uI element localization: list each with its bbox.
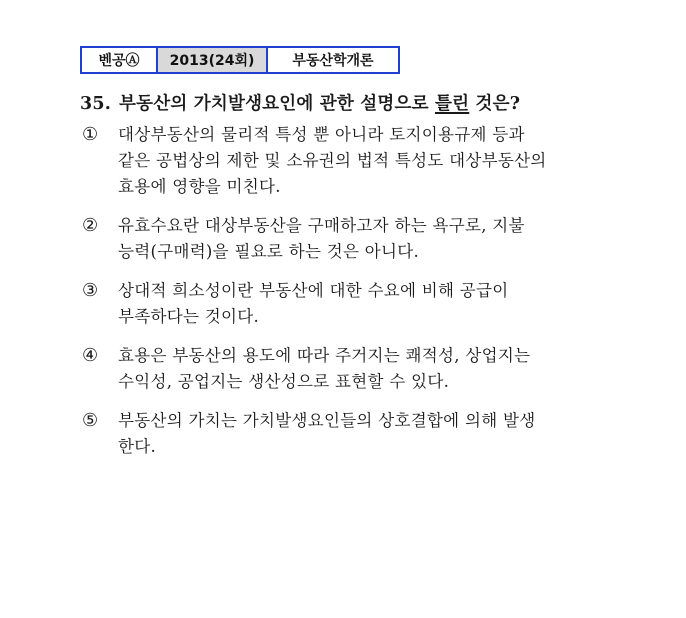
option-text-line: 대상부동산의 물리적 특성 뿐 아니라 토지이용규제 등과 [118,125,525,144]
answer-option-1[interactable] [80,122,610,200]
option-text-line: 유효수요란 대상부동산을 구매하고자 하는 욕구로, 지불 [118,216,525,235]
exam-year-label: 2013(24회) [158,48,268,72]
option-marker: ⑤ [82,410,99,431]
option-text-line: 상대적 희소성이란 부동산에 대한 수요에 비해 공급이 [118,281,509,300]
option-text-line: 효용에 영향을 미친다. [118,177,281,196]
answer-options [80,122,610,473]
question-stem [80,90,600,115]
answer-option-3[interactable] [80,278,610,330]
subject-code-label: 벤공Ⓐ [82,48,158,72]
subject-title: 부동산학개론 [292,53,374,69]
option-text [118,278,610,330]
option-text [118,122,610,200]
option-text-line: 부동산의 가치는 가치발생요인들의 상호결합에 의해 발생 [118,411,536,430]
question-number: 35. [80,94,112,114]
option-text-line: 효용은 부동산의 용도에 따라 주거지는 쾌적성, 상업지는 [118,346,531,365]
option-text-line: 한다. [118,437,157,456]
option-marker: ② [82,215,99,236]
option-text [118,343,610,395]
question-text-after: 것은? [469,94,521,114]
option-text-line: 부족하다는 것이다. [118,307,260,326]
option-marker: ④ [82,345,99,366]
option-text-line: 같은 공법상의 제한 및 소유권의 법적 특성도 대상부동산의 [118,151,547,170]
option-marker: ③ [82,280,99,301]
answer-option-4[interactable] [80,343,610,395]
question-text-underlined: 틀린 [435,94,470,114]
answer-option-5[interactable] [80,408,610,460]
answer-option-2[interactable] [80,213,610,265]
option-text [118,213,610,265]
option-text-line: 수익성, 공업지는 생산성으로 표현할 수 있다. [118,372,450,391]
option-text-line: 능력(구매력)을 필요로 하는 것은 아니다. [118,242,420,261]
option-text [118,408,610,460]
question-text-before: 부동산의 가치발생요인에 관한 설명으로 [119,94,436,114]
option-marker: ① [82,124,99,145]
exam-header [80,46,400,74]
